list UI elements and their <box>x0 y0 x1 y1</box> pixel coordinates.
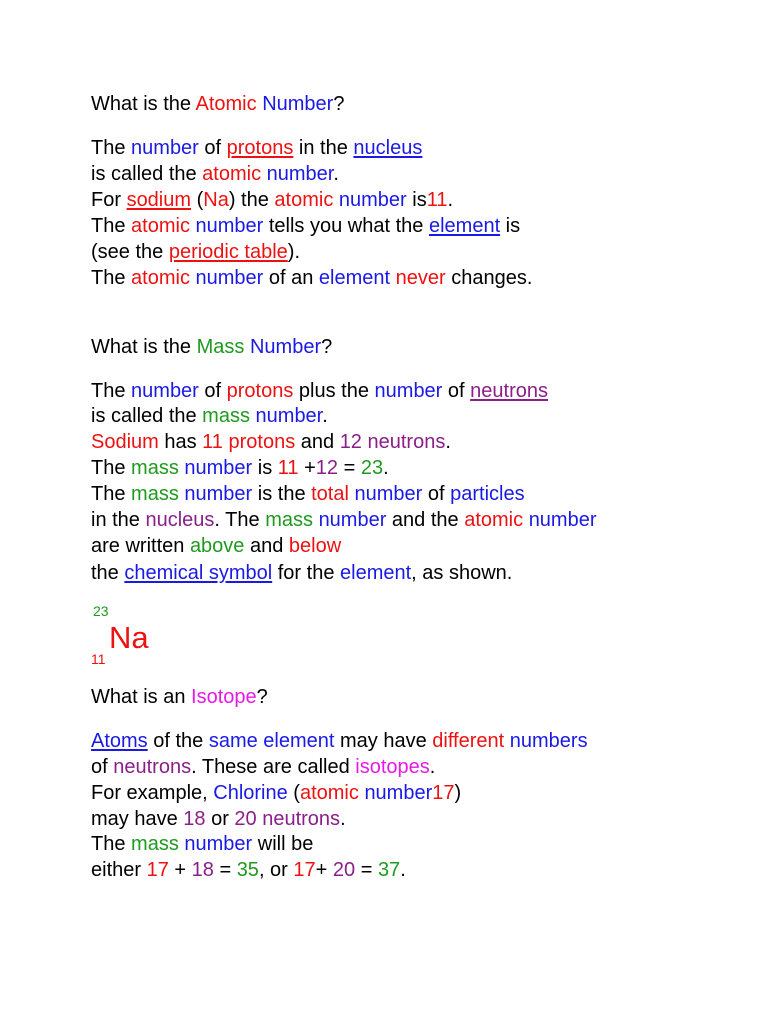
text-span: . <box>445 431 451 453</box>
isotope-line-2 <box>91 755 435 779</box>
text-span: ). <box>287 241 301 263</box>
text-span: number <box>364 782 433 804</box>
text-span: . These are called <box>191 756 356 778</box>
text-span: What is an <box>91 686 192 708</box>
text-span: Atomic <box>195 93 257 115</box>
text-span: number <box>184 833 253 855</box>
text-span: Number <box>262 93 334 115</box>
underlined-term: protons <box>226 137 294 159</box>
text-span: are written <box>91 535 190 557</box>
text-span: + <box>298 457 316 479</box>
text-span: ( <box>191 189 204 211</box>
text-span: + <box>168 859 192 881</box>
text-span: 17 <box>146 859 169 881</box>
text-span: . The <box>214 509 266 531</box>
text-span: and <box>295 431 340 453</box>
text-span: atomic <box>274 189 334 211</box>
text-span: number <box>255 405 323 427</box>
atomic-line-1 <box>91 136 422 160</box>
text-span: is <box>252 457 278 479</box>
mass-line-4 <box>91 456 389 480</box>
text-span: never <box>395 267 446 289</box>
text-span: 17 <box>293 859 316 881</box>
text-span: 17 <box>432 782 455 804</box>
text-span: 35 <box>236 859 259 881</box>
text-span: changes. <box>445 267 533 289</box>
text-span: ? <box>321 336 333 358</box>
text-span: Mass <box>196 336 245 358</box>
text-span: in the <box>91 509 146 531</box>
isotope-line-5 <box>91 832 313 856</box>
atomic-line-4 <box>91 214 520 238</box>
underlined-term: periodic table <box>168 241 288 263</box>
underlined-term: Atoms <box>91 730 148 752</box>
text-span: is called the <box>91 163 203 185</box>
underlined-term: element <box>428 215 501 237</box>
text-span: 11 protons <box>202 431 296 453</box>
text-span: protons <box>226 380 294 402</box>
text-span: mass <box>131 457 179 479</box>
text-span: 11 <box>426 189 448 211</box>
text-span: atomic <box>464 509 524 531</box>
text-span: The <box>91 215 132 237</box>
nuclide-atomic-number: 11 <box>91 651 106 667</box>
text-span: in the <box>293 137 354 159</box>
text-span: element <box>340 562 412 584</box>
text-span: (see the <box>91 241 169 263</box>
text-span: 12 <box>315 457 339 479</box>
text-span: may have <box>91 808 184 830</box>
text-span: For <box>91 189 127 211</box>
text-span: ( <box>287 782 300 804</box>
text-span: . <box>383 457 389 479</box>
text-span: 18 <box>191 859 214 881</box>
text-span: Chlorine <box>213 782 288 804</box>
atomic-line-6 <box>91 266 532 290</box>
text-span: different <box>432 730 505 752</box>
text-span: = <box>355 859 378 881</box>
nuclide-element-symbol: Na <box>109 620 149 655</box>
text-span: of <box>198 137 227 159</box>
text-span: number <box>131 380 199 402</box>
text-span: mass <box>131 483 179 505</box>
heading-atomic-number <box>91 92 344 116</box>
text-span: number <box>195 267 264 289</box>
text-span: above <box>189 535 245 557</box>
text-span: Na <box>203 189 229 211</box>
text-span: + <box>315 859 333 881</box>
mass-line-6 <box>91 508 597 532</box>
text-span: ) <box>454 782 462 804</box>
text-span: atomic <box>299 782 359 804</box>
atomic-line-2 <box>91 162 339 186</box>
isotope-line-3 <box>91 781 461 805</box>
underlined-term: nucleus <box>353 137 423 159</box>
text-span: of the <box>147 730 209 752</box>
text-span: The <box>91 380 132 402</box>
text-span: of an <box>263 267 319 289</box>
mass-line-8 <box>91 561 512 585</box>
text-span: or <box>205 808 235 830</box>
text-span: tells you what the <box>263 215 429 237</box>
text-span: has <box>158 431 203 453</box>
mass-line-7 <box>91 534 341 558</box>
text-span: is the <box>252 483 312 505</box>
text-span: . <box>322 405 328 427</box>
text-span: number <box>195 215 264 237</box>
text-span: number <box>338 189 407 211</box>
text-span: element <box>318 267 391 289</box>
text-span: The <box>91 137 132 159</box>
text-span: number <box>318 509 387 531</box>
text-span: of <box>91 756 114 778</box>
text-span: number <box>528 509 597 531</box>
heading-mass-number <box>91 335 332 359</box>
mass-line-2 <box>91 404 328 428</box>
text-span: same element <box>208 730 335 752</box>
text-span: ? <box>333 93 345 115</box>
text-span: plus the <box>293 380 375 402</box>
text-span: What is the <box>91 336 197 358</box>
text-span: , as shown. <box>411 562 513 584</box>
text-span: numbers <box>509 730 588 752</box>
text-span: atomic <box>131 215 190 237</box>
text-span: the <box>91 562 125 584</box>
text-span: . <box>429 756 436 778</box>
text-span: Number <box>249 336 322 358</box>
text-span: of <box>198 380 227 402</box>
nuclide-mass-number: 23 <box>93 603 109 619</box>
text-span: . <box>333 163 339 185</box>
text-span: The <box>91 833 132 855</box>
text-span: number <box>184 457 253 479</box>
text-span: . <box>447 189 454 211</box>
text-span: atomic <box>131 267 190 289</box>
text-span: number <box>131 137 199 159</box>
text-span: 20 neutrons <box>234 808 341 830</box>
isotope-line-1 <box>91 729 588 753</box>
atomic-line-5 <box>91 240 300 264</box>
text-span: What is the <box>91 93 196 115</box>
text-span: 20 <box>332 859 356 881</box>
text-span: below <box>288 535 342 557</box>
text-span: For example, <box>91 782 214 804</box>
text-span: number <box>354 483 423 505</box>
mass-line-5 <box>91 482 525 506</box>
text-span: is <box>406 189 427 211</box>
text-span: may have <box>334 730 433 752</box>
underlined-term: chemical symbol <box>124 562 273 584</box>
text-span: , or <box>258 859 294 881</box>
underlined-term: sodium <box>126 189 192 211</box>
text-span: 12 neutrons <box>339 431 446 453</box>
mass-line-3 <box>91 430 451 454</box>
text-span: The <box>91 267 132 289</box>
text-span: nucleus <box>145 509 215 531</box>
text-span: ) the <box>228 189 275 211</box>
text-span: = <box>213 859 237 881</box>
text-span: isotopes <box>355 756 430 778</box>
text-span: mass <box>131 833 179 855</box>
text-span: particles <box>450 483 525 505</box>
text-span: 11 <box>277 457 299 479</box>
text-span: is called the <box>91 405 203 427</box>
isotope-line-4 <box>91 807 346 831</box>
isotope-line-6 <box>91 858 406 882</box>
text-span: Isotope <box>191 686 257 708</box>
text-span: 37 <box>377 859 401 881</box>
atomic-line-3 <box>91 188 453 212</box>
text-span: 18 <box>183 808 206 830</box>
text-span: and the <box>386 509 465 531</box>
text-span: will be <box>252 833 314 855</box>
text-span: The <box>91 457 132 479</box>
text-span: is <box>500 215 521 237</box>
text-span: The <box>91 483 132 505</box>
heading-isotope <box>91 685 268 709</box>
text-span: number <box>184 483 253 505</box>
text-span: atomic <box>202 163 262 185</box>
text-span: = <box>338 457 361 479</box>
text-span: number <box>266 163 334 185</box>
text-span: for the <box>272 562 340 584</box>
underlined-term: neutrons <box>470 380 548 402</box>
text-span: neutrons <box>113 756 192 778</box>
text-span: 23 <box>360 457 384 479</box>
text-span: mass <box>265 509 313 531</box>
text-span: . <box>400 859 406 881</box>
text-span: mass <box>202 405 250 427</box>
text-span: number <box>374 380 443 402</box>
text-span: Sodium <box>91 431 159 453</box>
text-span: ? <box>256 686 268 708</box>
mass-line-1 <box>91 379 548 403</box>
text-span: either <box>91 859 147 881</box>
text-span: of <box>422 483 451 505</box>
text-span: and <box>244 535 289 557</box>
text-span: total <box>311 483 349 505</box>
text-span: of <box>442 380 471 402</box>
text-span: . <box>340 808 346 830</box>
